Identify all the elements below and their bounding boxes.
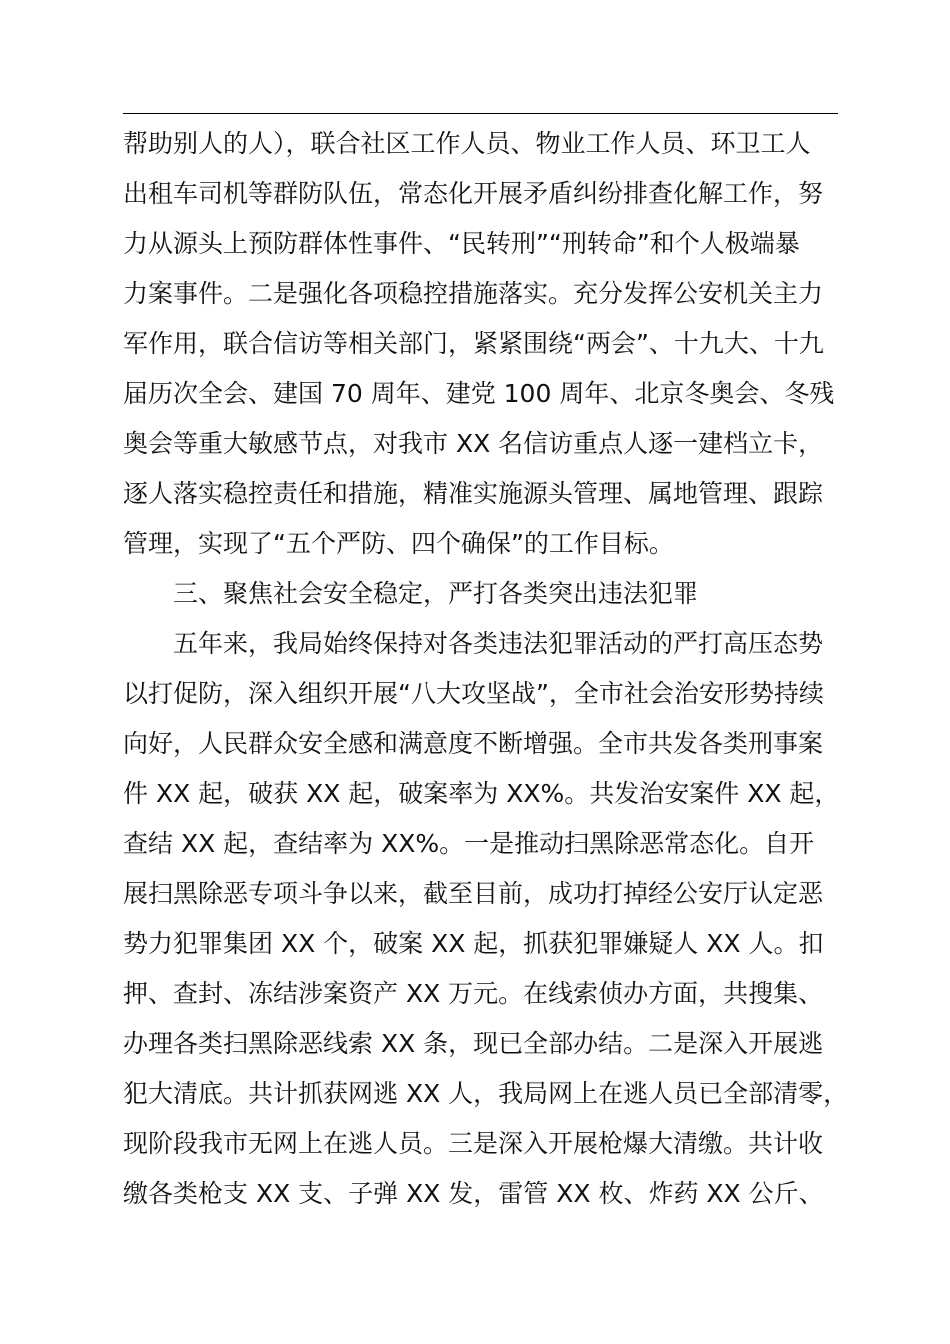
text-line: 帮助别人的人），联合社区工作人员、物业工作人员、环卫工人 [123,129,811,158]
text-line: 以打促防，深入组织开展“八大攻坚战”，全市社会治安形势持续 [123,679,824,708]
header-rule [123,113,838,114]
section-heading: 三、聚焦社会安全稳定，严打各类突出违法犯罪 [173,579,699,608]
text-line: 届历次全会、建国 70 周年、建党 100 周年、北京冬奥会、冬残 [123,379,835,408]
text-line: 管理，实现了“五个严防、四个确保”的工作目标。 [123,529,674,558]
text-line: 缴各类枪支 XX 支、子弹 XX 发，雷管 XX 枚、炸药 XX 公斤、 [123,1179,824,1208]
text-line: 押、查封、冻结涉案资产 XX 万元。在线索侦办方面，共搜集、 [123,979,824,1008]
text-line: 军作用，联合信访等相关部门，紧紧围绕“两会”、十九大、十九 [123,329,824,358]
text-line: 出租车司机等群防队伍，常态化开展矛盾纠纷排查化解工作，努 [123,179,824,208]
text-line: 力案事件。二是强化各项稳控措施落实。充分发挥公安机关主力 [123,279,824,308]
text-line: 力从源头上预防群体性事件、“民转刑”“刑转命”和个人极端暴 [123,229,800,258]
text-line: 向好，人民群众安全感和满意度不断增强。全市共发各类刑事案 [123,729,824,758]
text-line: 件 XX 起，破获 XX 起，破案率为 XX%。共发治安案件 XX 起， [123,779,840,808]
text-line: 查结 XX 起，查结率为 XX%。一是推动扫黑除恶常态化。自开 [123,829,815,858]
text-line: 逐人落实稳控责任和措施，精准实施源头管理、属地管理、跟踪 [123,479,824,508]
text-line: 办理各类扫黑除恶线索 XX 条，现已全部办结。二是深入开展逃 [123,1029,824,1058]
text-line: 展扫黑除恶专项斗争以来，截至目前，成功打掉经公安厅认定恶 [123,879,824,908]
text-line: 势力犯罪集团 XX 个，破案 XX 起，抓获犯罪嫌疑人 XX 人。扣 [123,929,824,958]
text-line: 奥会等重大敏感节点，对我市 XX 名信访重点人逐一建档立卡， [123,429,824,458]
text-line: 犯大清底。共计抓获网逃 XX 人，我局网上在逃人员已全部清零， [123,1079,849,1108]
text-line: 现阶段我市无网上在逃人员。三是深入开展枪爆大清缴。共计收 [123,1129,824,1158]
paragraph-first-line: 五年来，我局始终保持对各类违法犯罪活动的严打高压态势 [173,629,824,658]
